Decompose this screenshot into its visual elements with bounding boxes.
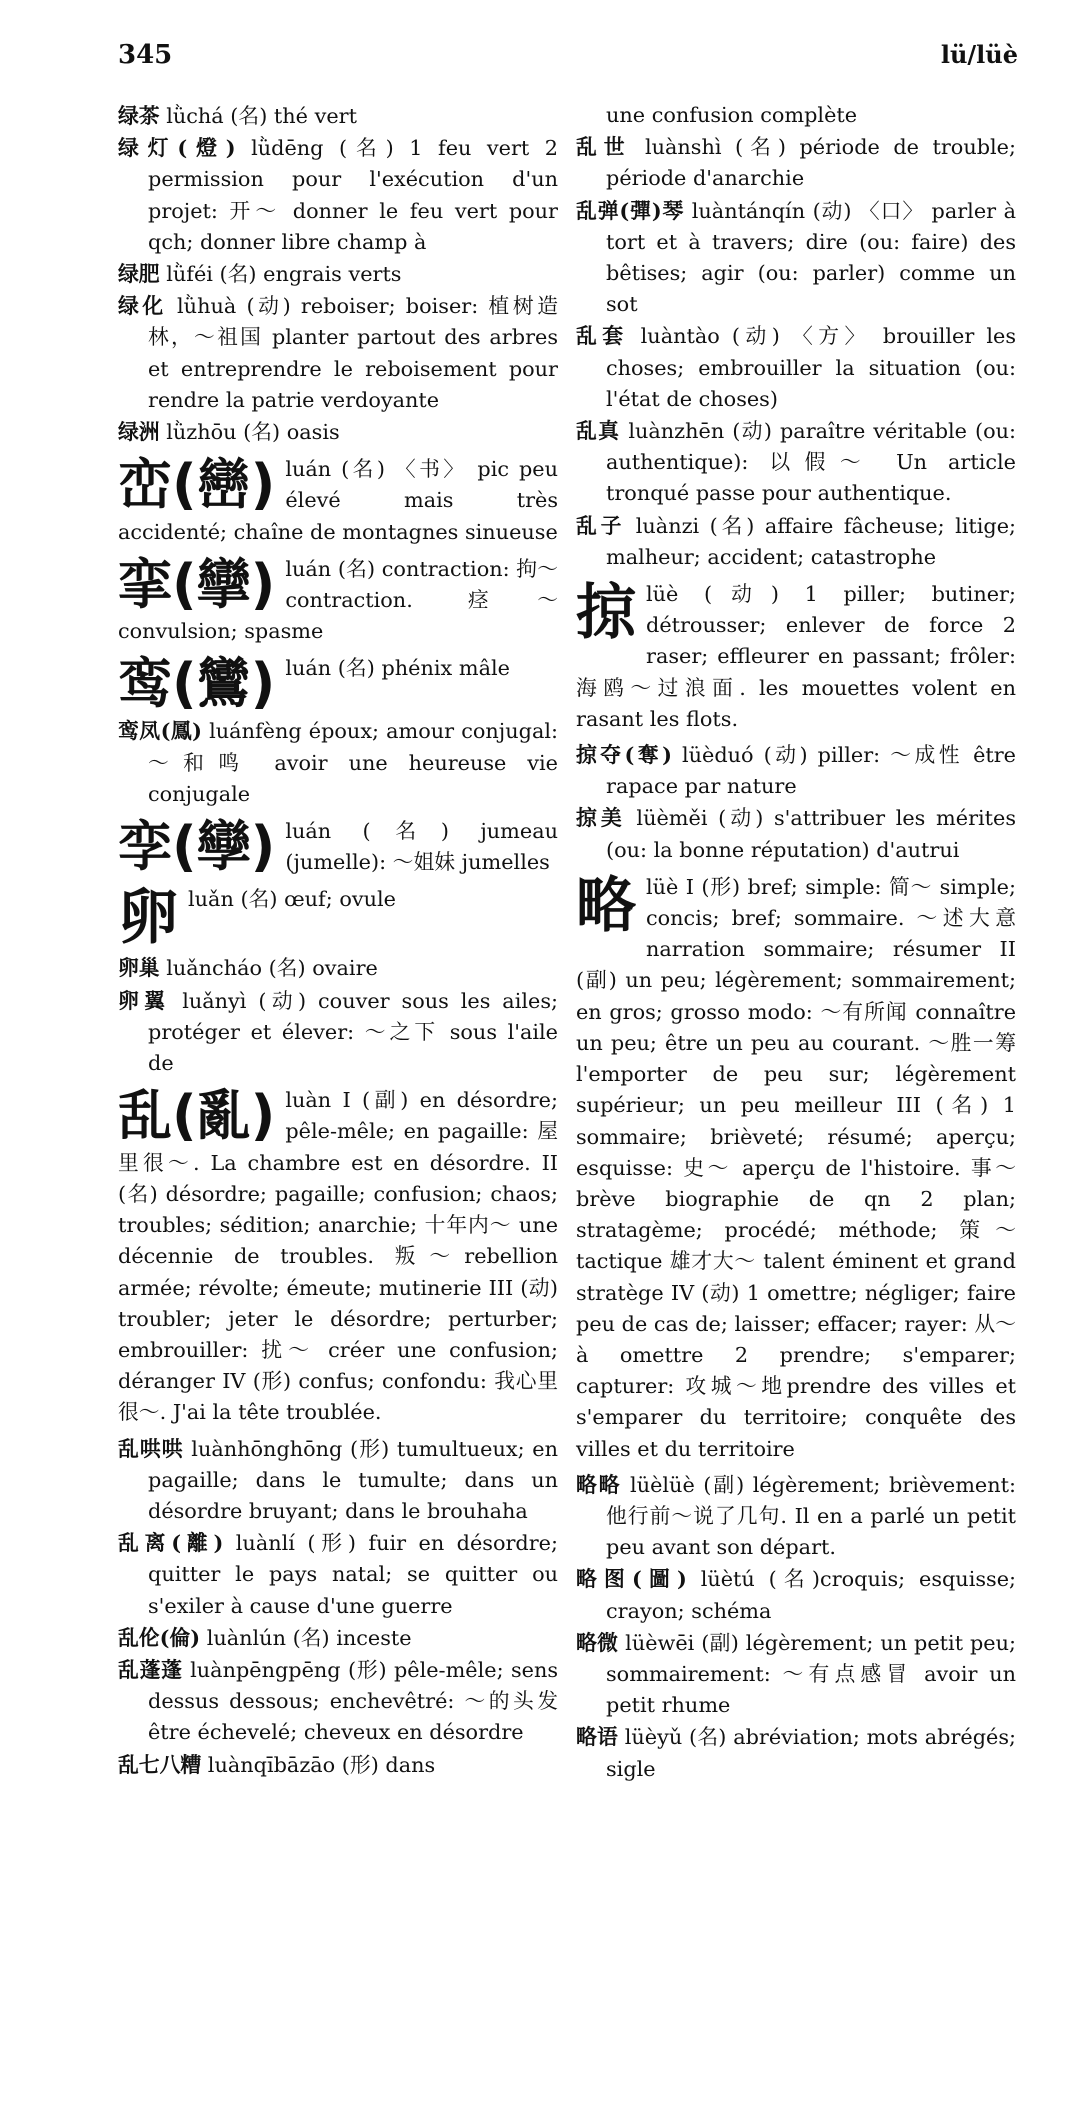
compound-headword: 略图(圖) <box>576 1566 687 1592</box>
compound-entry <box>576 802 1017 865</box>
headword-character: 卵 <box>118 883 178 954</box>
compound-headword: 略语 <box>576 1724 618 1750</box>
headword-entry <box>576 872 1016 1465</box>
compound-headword: 乱真 <box>576 418 621 444</box>
definition-text: lüè (动) 1 piller; butiner; détrousser; enlever de force 2 raser; effleurer en passant; frôler: 海鸥～过浪面. les mouettes volent en rasant les flots. <box>576 582 1016 731</box>
compound-headword: 乱哄哄 <box>118 1435 184 1461</box>
definition-text: lüè I (形) bref; simple: 简～ simple; concis; bref; sommaire. ～述大意 narration sommaire; résumer II (副) un peu; légèrement; sommairement; en gros; grosso modo: ～有所闻 connaître un peu; être un peu au courant. ～胜一筹 l'emporter de peu sur; légèrement supérieur; un peu meilleur III (名) 1 sommaire; brièveté; résumé; aperçu; esquisse: 史～ aperçu de l'histoire. 事～ brève biographie de qn 2 plan; stratagème; procédé; méthode; 策～ tactique 雄才大～ talent éminent et grand stratège IV (动) 1 omettre; négliger; faire peu de cas de; laisser; effacer; rayer: 从～ à omettre 2 prendre; s'emparer; capturer: 攻城～地prendre des villes et s'emparer du territoire; conquête des villes et du territoire <box>576 874 1016 1461</box>
compound-entry <box>576 415 1017 510</box>
compound-entry <box>576 1469 1016 1564</box>
compound-headword: 鸾凤(鳳) <box>118 718 203 744</box>
definition-text: luàntánqín (动) 〈口〉 parler à tort et à travers; dire (ou: faire) des bêtises; agir (ou: parler) comme un sot <box>606 198 1016 317</box>
definition-text: luànshì (名) période de trouble; période d'anarchie <box>606 135 1016 191</box>
headword-entry <box>118 883 558 954</box>
definition-text: luànzi (名) affaire fâcheuse; litige; malheur; accident; catastrophe <box>606 513 1017 569</box>
compound-entry <box>118 1654 559 1749</box>
compound-entry <box>576 1627 1016 1722</box>
compound-entry <box>118 715 558 810</box>
headword-entry <box>118 454 558 548</box>
headword-character: 孪(孿) <box>118 815 276 879</box>
compound-entry <box>118 1622 558 1654</box>
compound-entry <box>576 739 1016 802</box>
definition-text: luànqībāzāo (形) dans <box>201 1752 436 1777</box>
compound-headword: 略略 <box>576 1471 622 1497</box>
compound-headword: 绿茶 <box>118 103 160 128</box>
definition-text: luànpēngpēng (形) pêle-mêle; sens dessus dessous; enchevêtré: ～的头发 être échevelé; cheveux en désordre <box>148 1657 559 1745</box>
definition-text: luànhōnghōng (形) tumultueux; en pagaille; dans le tumulte; dans un désordre bruyant; dans le brouhaha <box>148 1436 558 1523</box>
definition-text: une confusion complète <box>606 103 858 127</box>
compound-entry <box>118 258 558 290</box>
compound-entry <box>576 1563 1017 1626</box>
compound-entry <box>118 132 558 258</box>
definition-text: lǜchá (名) thé vert <box>159 104 357 128</box>
running-head: lü/lüè <box>940 40 1018 69</box>
compound-entry <box>576 320 1016 415</box>
compound-headword: 卵巢 <box>118 955 160 981</box>
compound-headword: 乱七八糟 <box>118 1751 202 1777</box>
compound-entry <box>118 1749 558 1781</box>
headword-character: 峦(巒) <box>118 453 276 517</box>
compound-headword: 乱世 <box>576 134 632 160</box>
headword-character: 挛(攣) <box>118 552 276 616</box>
definition-text: lǜzhōu (名) oasis <box>159 420 340 445</box>
compound-entry <box>118 290 559 416</box>
page-number: 345 <box>118 40 173 70</box>
headword-character: 略 <box>576 870 636 941</box>
compound-headword: 掠美 <box>576 805 626 831</box>
headword-entry <box>118 652 558 716</box>
headword-entry <box>576 579 1016 735</box>
definition-text: luán (名) 〈书〉 pic peu élevé mais très accidenté; chaîne de montagnes sinueuse <box>118 457 558 544</box>
definition-text: lǜdēng (名) 1 feu vert 2 permission pour l'exécution d'un projet: 开～ donner le feu vert pour qch; donner libre champ à <box>148 136 558 254</box>
right-column <box>576 100 1016 1785</box>
compound-entry <box>118 1433 558 1528</box>
definition-text: luán (名) contraction: 拘～ contraction. 痉～ convulsion; spasme <box>118 556 558 644</box>
definition-text: lüèduó (动) piller: ～成性 être rapace par nature <box>606 743 1016 799</box>
compound-headword: 乱蓬蓬 <box>118 1656 183 1682</box>
compound-headword: 乱弹(彈)琴 <box>576 197 685 223</box>
compound-entry <box>118 416 558 448</box>
compound-entry <box>118 100 558 132</box>
definition-text: luàntào (动) 〈方〉 brouiller les choses; embrouiller la situation (ou: l'état de choses) <box>606 324 1016 411</box>
definition-text: luàn I (副) en désordre; pêle-mêle; en pagaille: 屋里很～. La chambre est en désordre. II (名) désordre; pagaille; confusion; chaos; troubles; sédition; anarchie; 十年内～ une décennie de troubles. 叛～rebellion armée; révolte; émeute; mutinerie III (动) troubler; jeter le désordre; perturber; embrouiller: 扰～ créer une confusion; déranger IV (形) confus; confondu: 我心里很～. J'ai la tête troublée. <box>118 1088 558 1425</box>
definition-text: luán (名) jumeau (jumelle): ～姐妹 jumelles <box>285 819 558 875</box>
headword-character: 乱(亂) <box>118 1084 276 1148</box>
compound-entry <box>576 510 1017 573</box>
definition-text: luǎnyì (动) couver sous les ailes; protéger et élever: ～之下 sous l'aile de <box>148 988 558 1076</box>
headword-entry <box>118 554 558 648</box>
compound-headword: 绿化 <box>118 293 167 319</box>
continued-entry <box>606 100 1016 131</box>
compound-entry <box>118 1527 558 1622</box>
definition-text: luànlún (名) inceste <box>200 1625 412 1650</box>
definition-text: lüètú (名)croquis; esquisse; crayon; schéma <box>606 1567 1017 1623</box>
definition-text: luǎncháo (名) ovaire <box>159 956 378 981</box>
compound-headword: 略微 <box>576 1629 619 1655</box>
headword-entry <box>118 1085 558 1428</box>
compound-headword: 绿灯(燈) <box>118 135 236 161</box>
compound-headword: 掠夺(奪) <box>576 742 672 768</box>
compound-entry <box>118 985 558 1080</box>
compound-headword: 乱离(離) <box>118 1530 224 1556</box>
compound-entry <box>118 952 558 984</box>
definition-text: lǜhuà (动) reboiser; boiser: 植树造林，～祖国 planter partout des arbres et entreprendre le reboisement pour rendre la patrie verdoyante <box>148 294 559 412</box>
definition-text: lüèlüè (副) légèrement; brièvement: 他行前～说了几句. Il en a parlé un petit peu avant son départ. <box>606 1472 1016 1560</box>
headword-entry <box>118 816 558 878</box>
compound-headword: 绿肥 <box>118 261 160 287</box>
compound-headword: 乱伦(倫) <box>118 1624 201 1650</box>
compound-headword: 绿洲 <box>118 419 160 445</box>
compound-entry <box>576 195 1016 321</box>
compound-headword: 卵翼 <box>118 987 171 1013</box>
definition-text: luǎn (名) œuf; ovule <box>188 887 396 912</box>
definition-text: lüèyǔ (名) abréviation; mots abrégés; sigle <box>606 1725 1017 1781</box>
headword-character: 掠 <box>576 578 636 649</box>
definition-text: luànzhēn (动) paraître véritable (ou: authentique): 以假～ Un article tronqué passe pour authentique. <box>606 419 1017 506</box>
definition-text: luán (名) phénix mâle <box>285 656 510 681</box>
compound-entry <box>576 131 1016 194</box>
compound-headword: 乱套 <box>576 323 629 349</box>
compound-entry <box>576 1721 1017 1784</box>
definition-text: luánfèng époux; amour conjugal: ～和鸣 avoir une heureuse vie conjugale <box>148 719 558 806</box>
headword-character: 鸾(鸞) <box>118 652 276 716</box>
left-column <box>118 100 558 1781</box>
definition-text: lüèměi (动) s'attribuer les mérites (ou: la bonne réputation) d'autrui <box>606 806 1017 862</box>
definition-text: lǜféi (名) engrais verts <box>159 262 402 287</box>
definition-text: luànlí (形) fuir en désordre; quitter le pays natal; se quitter ou s'exiler à cause d'une guerre <box>148 1531 558 1618</box>
definition-text: lüèwēi (副) légèrement; un petit peu; sommairement: ～有点感冒 avoir un petit rhume <box>606 1630 1016 1718</box>
compound-headword: 乱子 <box>576 512 626 538</box>
